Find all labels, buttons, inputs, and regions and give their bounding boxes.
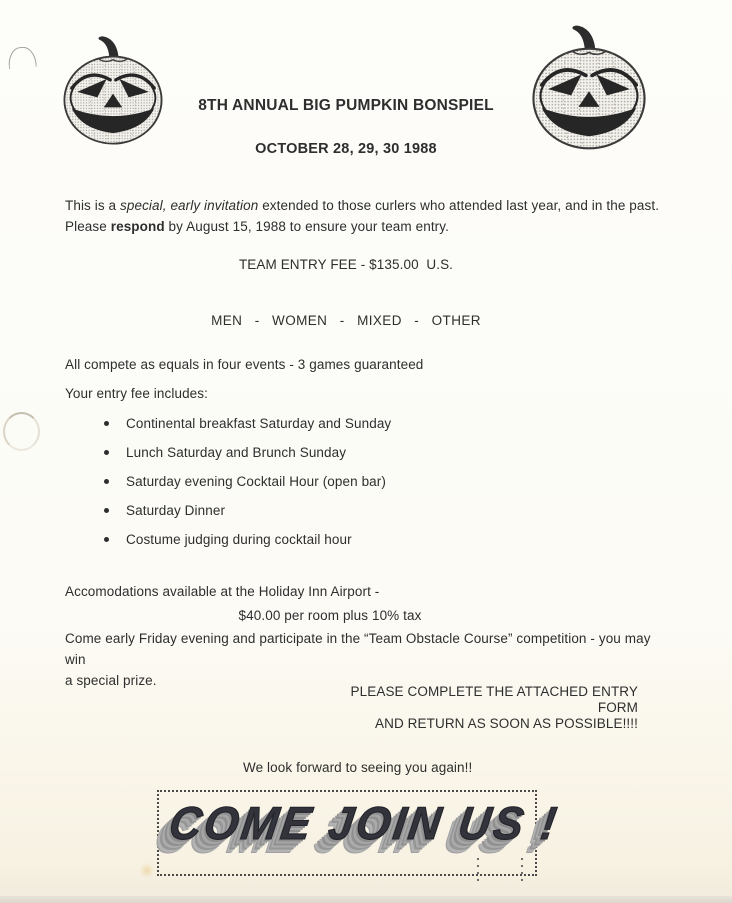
obstacle-line2: a special prize. xyxy=(65,673,157,688)
list-item xyxy=(104,409,391,438)
divisions-line: MEN - WOMEN - MIXED - OTHER xyxy=(211,313,481,328)
includes-heading: Your entry fee includes: xyxy=(65,386,208,401)
list-item xyxy=(104,438,391,467)
intro-paragraph xyxy=(65,195,690,237)
list-item-label: Saturday Dinner xyxy=(126,503,226,518)
intro-part1: This is a xyxy=(65,198,121,213)
bullet-icon xyxy=(104,479,109,484)
event-date: OCTOBER 28, 29, 30 1988 xyxy=(255,141,437,157)
come-join-us-banner xyxy=(157,790,563,876)
bullet-icon xyxy=(104,450,109,455)
list-item-label: Lunch Saturday and Brunch Sunday xyxy=(126,445,347,460)
page-title: 8TH ANNUAL BIG PUMPKIN BONSPIEL xyxy=(198,97,494,114)
team-entry-fee-line: TEAM ENTRY FEE - $135.00 U.S. xyxy=(238,257,454,272)
list-item xyxy=(104,496,391,525)
intro-italic-phrase: special, early invitation xyxy=(120,198,259,213)
entry-form-notice xyxy=(330,684,638,732)
list-item-label: Saturday evening Cocktail Hour (open bar) xyxy=(126,474,386,489)
bullet-icon xyxy=(104,508,109,513)
jack-o-lantern-icon-left xyxy=(58,33,168,147)
scan-dot-artifact xyxy=(521,858,523,886)
list-item xyxy=(104,525,391,554)
page-bottom-edge xyxy=(0,896,732,903)
entry-form-line1: PLEASE COMPLETE THE ATTACHED ENTRY FORM xyxy=(350,684,638,715)
intro-part2: extended to those curlers who attended last year, and in the past. xyxy=(258,198,660,213)
jack-o-lantern-icon-right xyxy=(523,22,655,152)
look-forward-line: We look forward to seeing you again!! xyxy=(243,760,473,775)
intro-part3: Please xyxy=(65,219,111,234)
intro-bold-word: respond xyxy=(110,219,165,234)
paper-smudge xyxy=(139,864,155,877)
bullet-icon xyxy=(104,537,109,542)
obstacle-course-paragraph xyxy=(65,628,665,691)
bullet-icon xyxy=(104,421,109,426)
intro-part4: by August 15, 1988 to ensure your team entry. xyxy=(164,219,449,234)
events-line: All compete as equals in four events - 3 games guaranteed xyxy=(65,357,424,372)
entry-form-line2: AND RETURN AS SOON AS POSSIBLE!!!! xyxy=(375,716,638,731)
obstacle-line1: Come early Friday evening and participate in the “Team Obstacle Course” competition - you may win xyxy=(65,631,651,667)
paper-scratch-mark xyxy=(7,46,37,69)
banner-text: COME JOIN US ! xyxy=(166,798,563,850)
accommodations-line: Accomodations available at the Holiday Inn Airport - xyxy=(65,584,380,599)
hole-punch-mark xyxy=(3,412,40,451)
list-item-label: Continental breakfast Saturday and Sunday xyxy=(126,416,392,431)
room-rate-line: $40.00 per room plus 10% tax xyxy=(238,608,422,623)
pumpkin-graphic xyxy=(523,22,655,152)
pumpkin-graphic xyxy=(58,33,168,147)
list-item-label: Costume judging during cocktail hour xyxy=(126,532,352,547)
entry-fee-includes-list xyxy=(104,409,391,554)
list-item xyxy=(104,467,391,496)
scan-dot-artifact xyxy=(477,858,479,886)
